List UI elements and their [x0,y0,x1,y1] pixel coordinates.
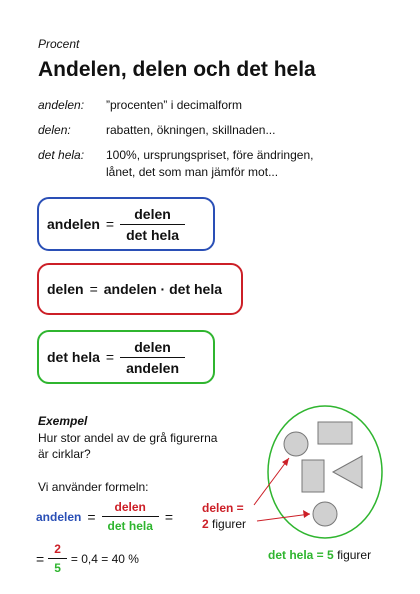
det-hela-unit: figurer [337,548,372,562]
delen-value: 2 [202,517,209,531]
definition-term-andelen: andelen: [38,98,85,112]
fraction-numerator: delen [134,338,171,355]
det-hela-annotation [268,548,371,562]
formula-delen-right: andelen · det hela [103,281,223,297]
example-heading: Exempel [38,414,88,428]
example-question-line1: Hur stor andel av de grå figurerna [38,431,218,445]
delen-annotation [202,500,246,532]
fraction-denominator: andelen [120,357,185,376]
arrowhead [282,458,289,466]
circle-shape [313,502,337,526]
equals-sign: = [87,508,96,525]
example-result-numerator: 2 [54,542,61,556]
example-question-line2: är cirklar? [38,447,91,461]
arrow-line [254,458,289,505]
formula-delen-left: delen [47,281,84,297]
delen-unit: figurer [212,517,247,531]
formula-andelen-left: andelen [47,216,100,232]
det-hela-label: det hela = [268,548,324,562]
example-result-value: = 0,4 = 40 % [70,551,139,566]
definition-term-det-hela: det hela: [38,148,85,162]
example-method: Vi använder formeln: [38,480,149,494]
equals-sign: = [89,281,98,297]
page-title: Andelen, delen och det hela [38,58,316,81]
definition-desc-andelen: ”procenten” i decimalform [106,98,243,112]
delen-label: delen = [202,501,244,515]
definition-desc-delen: rabatten, ökningen, skillnaden... [106,123,276,137]
definition-term-delen: delen: [38,123,71,137]
definition-desc-det-hela-line2: lånet, det som man jämför mot... [106,165,279,179]
equals-sign: = [164,508,174,525]
fraction-denominator: det hela [120,224,185,243]
rectangle-shape [318,422,352,444]
example-andelen: andelen [36,509,82,524]
equals-sign: = [105,349,115,365]
kicker: Procent [38,37,80,51]
equals-sign: = [36,550,45,567]
example-det-hela: det hela [102,516,159,533]
example-result-denominator: 5 [48,558,67,575]
formula-det-hela-left: det hela [47,349,100,365]
example-delen: delen [114,500,146,514]
circle-shape [284,432,308,456]
det-hela-value: 5 [327,548,334,562]
definition-desc-det-hela: 100%, ursprungspriset, före ändringen, [106,148,314,162]
arrowhead [303,510,310,518]
fraction-numerator: delen [134,205,171,222]
triangle-shape [333,456,362,488]
square-shape [302,460,324,492]
equals-sign: = [105,216,115,232]
arrow-line [257,514,310,521]
